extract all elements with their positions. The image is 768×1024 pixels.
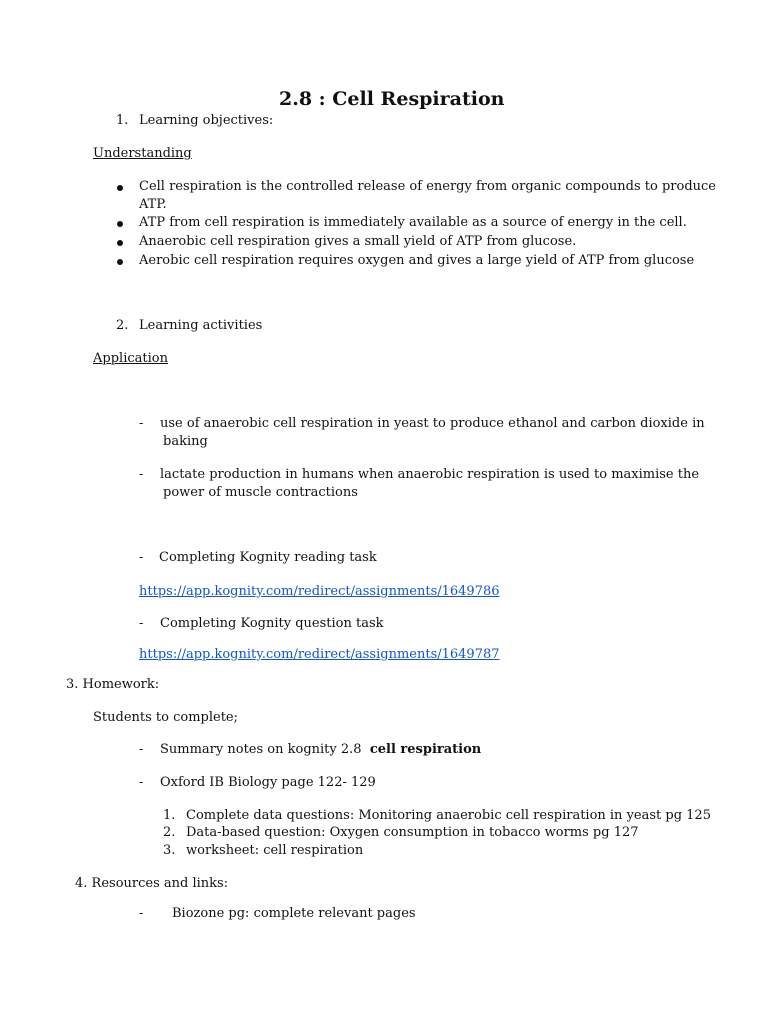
question-task-label: Completing Kognity question task (160, 616, 384, 631)
bullet-icon (117, 240, 123, 246)
summary-notes-prefix: Summary notes on kognity 2.8 (160, 742, 362, 757)
resources-heading: 4. Resources and links: (75, 876, 229, 891)
dash-marker: - (139, 742, 144, 757)
homework-intro: Students to complete; (93, 710, 239, 725)
section1-number: 1. (116, 113, 129, 128)
homework-item-3-number: 3. (163, 843, 176, 858)
reading-task-link[interactable]: https://app.kognity.com/redirect/assignments/1649786 (139, 584, 500, 599)
section2-heading: Learning activities (139, 318, 263, 333)
summary-notes-topic: cell respiration (369, 742, 482, 757)
homework-item-2-number: 2. (163, 825, 176, 840)
dash-marker: - (139, 775, 144, 790)
application-1-line2: baking (163, 434, 208, 449)
homework-item-1: Complete data questions: Monitoring anaerobic cell respiration in yeast pg 125 (186, 808, 711, 823)
homework-item-1-number: 1. (163, 808, 176, 823)
page-title: 2.8 : Cell Respiration (279, 88, 505, 110)
homework-heading: 3. Homework: (66, 677, 160, 692)
application-1-line1: use of anaerobic cell respiration in yeast to produce ethanol and carbon dioxide in (160, 416, 705, 431)
objective-2: ATP from cell respiration is immediately available as a source of energy in the cell. (139, 215, 687, 230)
application-2-line1: lactate production in humans when anaerobic respiration is used to maximise the (160, 467, 700, 482)
understanding-subheading: Understanding (93, 146, 192, 161)
bullet-icon (117, 221, 123, 227)
section2-number: 2. (116, 318, 129, 333)
application-subheading: Application (93, 351, 168, 366)
objective-3: Anaerobic cell respiration gives a small yield of ATP from glucose. (139, 234, 577, 249)
bullet-icon (117, 185, 123, 191)
dash-marker: - (139, 906, 144, 921)
objective-1-line1: Cell respiration is the controlled release of energy from organic compounds to produce (139, 179, 717, 194)
objective-1-line2: ATP. (139, 197, 167, 212)
dash-marker: - (139, 416, 144, 431)
dash-marker: - (139, 616, 144, 631)
homework-item-3: worksheet: cell respiration (186, 843, 364, 858)
dash-marker: - (139, 467, 144, 482)
dash-marker: - (139, 550, 144, 565)
section1-heading: Learning objectives: (139, 113, 274, 128)
resources-item: Biozone pg: complete relevant pages (172, 906, 416, 921)
oxford-pages: Oxford IB Biology page 122- 129 (160, 775, 376, 790)
application-2-line2: power of muscle contractions (163, 485, 358, 500)
objective-4: Aerobic cell respiration requires oxygen and gives a large yield of ATP from glucose (139, 253, 695, 268)
question-task-link[interactable]: https://app.kognity.com/redirect/assignments/1649787 (139, 647, 500, 662)
bullet-icon (117, 259, 123, 265)
homework-item-2: Data-based question: Oxygen consumption in tobacco worms pg 127 (186, 825, 639, 840)
reading-task-label: Completing Kognity reading task (159, 550, 377, 565)
summary-notes (160, 741, 481, 759)
